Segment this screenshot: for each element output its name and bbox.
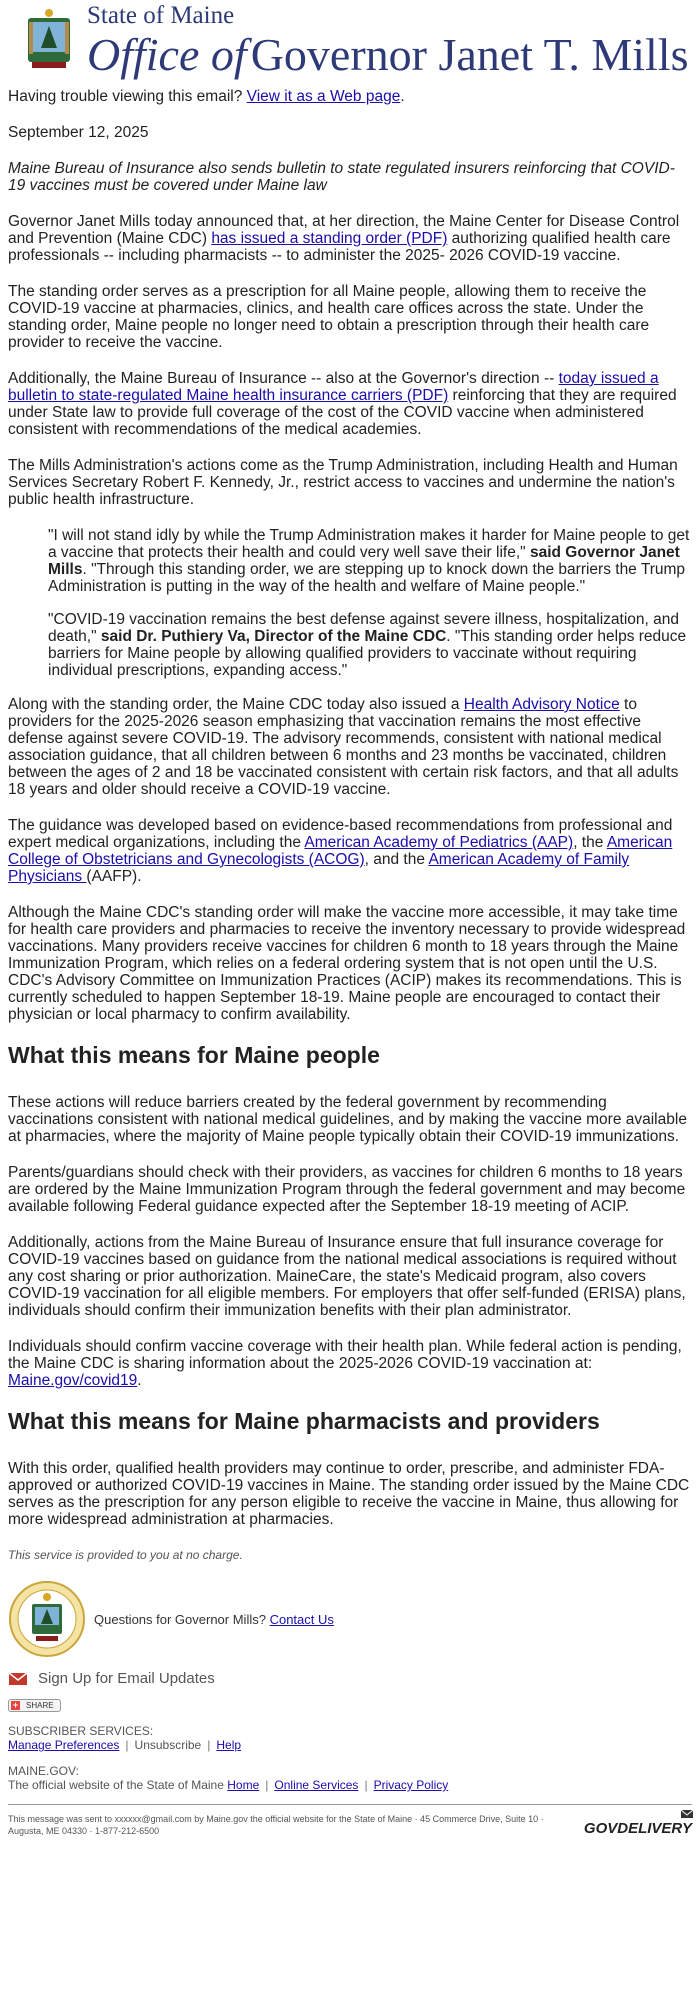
release-date: September 12, 2025	[8, 124, 149, 141]
unsubscribe-link[interactable]: Unsubscribe	[134, 1738, 202, 1752]
quote-governor-text-a: "I will not stand idly by while the Trump Administration makes it harder for Maine people to get a vaccine that protects their health and could very well save their life,"	[48, 527, 690, 561]
no-charge-note: This service is provided to you at no charge.	[8, 1548, 243, 1562]
contact-us-link[interactable]: Contact Us	[269, 1611, 334, 1627]
maine-seal-footer-icon	[8, 1580, 86, 1658]
maine-covid19-link[interactable]: Maine.gov/covid19	[8, 1372, 138, 1389]
aafp-link[interactable]: American Academy of Family Physicians	[8, 851, 630, 885]
health-advisory-link[interactable]: Health Advisory Notice	[463, 696, 620, 713]
quote-director	[48, 611, 692, 679]
header-governor-name: Governor Janet T. Mills	[250, 29, 689, 80]
subscriber-links	[8, 1738, 692, 1752]
paragraph-7: Although the Maine CDC's standing order will make the vaccine more accessible, it may take time for health care providers and pharmacies to receive the inventory necessary to provide widespread vaccinations. Many providers receive vaccines for children 6 month to 18 years through the Maine Immunization Program, which relies on a federal ordering system that is not open until the U.S. CDC's Advisory Committee on Immunization Practices (ACIP) makes its recommendations. This is currently scheduled to happen September 18-19. Maine people are encouraged to contact their physician or local pharmacy to confirm availability.	[8, 904, 686, 1023]
paragraph-2: The standing order serves as a prescription for all Maine people, allowing them to receive the COVID-19 vaccine at pharmacies, clinics, and health care offices across the state. Under the standing order, Maine people no longer need to obtain a prescription through their health care provider to receive the vaccine.	[8, 283, 650, 351]
privacy-policy-link[interactable]: Privacy Policy	[373, 1778, 449, 1792]
mainegov-label: MAINE.GOV:	[8, 1764, 79, 1778]
insurance-bulletin-link[interactable]: today issued a bulletin to state-regulated Maine health insurance carriers (PDF)	[8, 370, 659, 404]
header-banner	[8, 0, 692, 88]
paragraph-3	[8, 370, 692, 438]
standing-order-link[interactable]: has issued a standing order (PDF)	[211, 230, 448, 247]
online-services-link[interactable]: Online Services	[274, 1778, 359, 1792]
paragraph-5-text-b: to providers for the 2025-2026 season emphasizing that vaccination remains the most effective defense against severe COVID-19. The advisory recommends, consistent with national medical association guidance, that all children between 6 months and 23 months be vaccinated, children between the ages of 2 and 18 be vaccinated consistent with certain risk factors, and that all adults 18 years and older should receive a COVID-19 vaccine.	[8, 696, 679, 798]
paragraph-6-text-b: , the	[573, 834, 607, 851]
mainegov-links	[8, 1778, 692, 1792]
questions-line	[94, 1612, 334, 1627]
paragraph-10: Additionally, actions from the Maine Bureau of Insurance ensure that full insurance coverage for COVID-19 vaccines based on guidance from the national medical associations is required without any cost sharing or prior authorization. MaineCare, the state's Medicaid program, also covers COVID-19 vaccination for all eligible members. For employers that offer self-funded (ERISA) plans, individuals should confirm their immunization benefits with their plan administrator.	[8, 1234, 686, 1319]
web-notice-text: Having trouble viewing this email?	[8, 88, 243, 105]
subscriber-services-label: SUBSCRIBER SERVICES:	[8, 1724, 154, 1738]
acog-link[interactable]: American College of Obstetricians and Gynecologists (ACOG)	[8, 834, 673, 868]
quote-governor	[48, 527, 692, 595]
maine-seal-icon	[24, 8, 74, 72]
official-site-text: The official website of the State of Maine	[8, 1778, 224, 1792]
questions-text: Questions for Governor Mills?	[94, 1611, 266, 1627]
footer-bottom	[8, 1813, 692, 1837]
paragraph-11-text-b: .	[137, 1372, 142, 1389]
paragraph-5	[8, 696, 692, 798]
aap-link[interactable]: American Academy of Pediatrics (AAP)	[304, 834, 574, 851]
paragraph-11	[8, 1338, 692, 1389]
paragraph-12: With this order, qualified health providers may continue to order, prescribe, and administer FDA-approved or authorized COVID-19 vaccines in Maine. The standing order issued by the Maine CDC serves as the prescription for any person eligible to receive the vaccine in Maine, thus allowing for more widespread administration at pharmacies.	[8, 1460, 690, 1528]
manage-preferences-link[interactable]: Manage Preferences	[8, 1738, 120, 1752]
paragraph-6	[8, 817, 692, 885]
quote-governor-attribution: said Governor Janet Mills	[48, 544, 680, 578]
header-state-title: State of Maine	[87, 2, 235, 29]
quotes-block	[48, 527, 692, 679]
quote-director-text-b: . "This standing order helps reduce barriers for Maine people by allowing qualified providers to vaccinate without requiring individual prescriptions, expanding access."	[48, 628, 687, 679]
envelope-icon	[8, 1671, 28, 1687]
heading-pharmacists-providers: What this means for Maine pharmacists and providers	[8, 1408, 600, 1434]
separator: |	[125, 1738, 129, 1752]
share-button[interactable]	[8, 1699, 61, 1712]
govdelivery-logo[interactable]	[584, 1820, 692, 1837]
paragraph-9: Parents/guardians should check with their providers, as vaccines for children 6 months to 18 years are ordered by the Maine Immunization Program through the federal government and may become available following Federal guidance expected after the September 18-19 meeting of ACIP.	[8, 1164, 686, 1215]
quote-governor-text-b: . "Through this standing order, we are stepping up to knock down the barriers the Trump Administration is putting in the way of the health and welfare of Maine people."	[48, 561, 686, 595]
separator: |	[364, 1778, 368, 1792]
govdelivery-mail-icon	[680, 1808, 694, 1820]
email-footer	[8, 1548, 692, 1837]
header-office-title	[87, 28, 688, 81]
contact-row	[8, 1580, 692, 1658]
paragraph-5-text-a: Along with the standing order, the Maine CDC today also issued a	[8, 696, 464, 713]
paragraph-4: The Mills Administration's actions come as the Trump Administration, including Health and Human Services Secretary Robert F. Kennedy, Jr., restrict access to vaccines and undermine the nation's public health infrastructure.	[8, 457, 678, 508]
share-label: SHARE	[26, 1701, 54, 1710]
paragraph-1	[8, 213, 692, 264]
quote-director-attribution: said Dr. Puthiery Va, Director of the Maine CDC	[100, 628, 447, 645]
heading-maine-people: What this means for Maine people	[8, 1042, 380, 1068]
paragraph-11-text-a: Individuals should confirm vaccine coverage with their health plan. While federal action is pending, the Maine CDC is sharing information about the 2025-2026 COVID-19 vaccination at:	[8, 1338, 682, 1372]
web-notice: Having trouble viewing this email? View it as a Web page.	[8, 88, 405, 105]
help-link[interactable]: Help	[216, 1738, 242, 1752]
paragraph-6-text-c: , and the	[364, 851, 429, 868]
email-signup-row[interactable]	[8, 1670, 692, 1687]
govdelivery-text: GOVDELIVERY	[583, 1820, 692, 1837]
paragraph-6-text-d: (AAFP).	[86, 868, 142, 885]
paragraph-3-text-a: Additionally, the Maine Bureau of Insurance -- also at the Governor's direction --	[8, 370, 559, 387]
separator: |	[265, 1778, 269, 1792]
paragraph-3-text-b: reinforcing that they are required under State law to provide full coverage of the cost of the COVID vaccine when administered consistent with recommendations of the medical academies.	[8, 387, 677, 438]
quote-director-text-a: "COVID-19 vaccination remains the best defense against severe illness, hospitalization, and death,"	[48, 611, 680, 645]
paragraph-6-text-a: The guidance was developed based on evidence-based recommendations from professional and expert medical organizations, including the	[8, 817, 673, 851]
subtitle: Maine Bureau of Insurance also sends bulletin to state regulated insurers reinforcing that COVID-19 vaccines must be covered under Maine law	[8, 160, 675, 194]
view-web-page-link[interactable]: View it as a Web page	[246, 88, 401, 105]
paragraph-1-text-a: Governor Janet Mills today announced that, at her direction, the Maine Center for Disease Control and Prevention (Maine CDC)	[8, 213, 680, 247]
separator: |	[207, 1738, 211, 1752]
plus-icon: +	[12, 1700, 19, 1710]
paragraph-1-text-b: authorizing qualified health care professionals -- including pharmacists -- to administer the 2025- 2026 COVID-19 vaccine.	[8, 230, 671, 264]
home-link[interactable]: Home	[227, 1778, 260, 1792]
footer-divider	[8, 1804, 692, 1805]
paragraph-8: These actions will reduce barriers created by the federal government by recommending vaccinations consistent with national medical guidelines, and by making the vaccine more available at pharmacies, where the majority of Maine people typically obtain their COVID-19 immunizations.	[8, 1094, 687, 1145]
sent-notice: This message was sent to xxxxxx@gmail.com by Maine.gov the official website for the State of Maine · 45 Commerce Drive, Suite 10 · Augusta, ME 04330 · 1-877-212-6500	[8, 1814, 544, 1836]
header-office-label: Office of	[87, 29, 247, 80]
email-signup-link[interactable]: Sign Up for Email Updates	[38, 1670, 215, 1687]
